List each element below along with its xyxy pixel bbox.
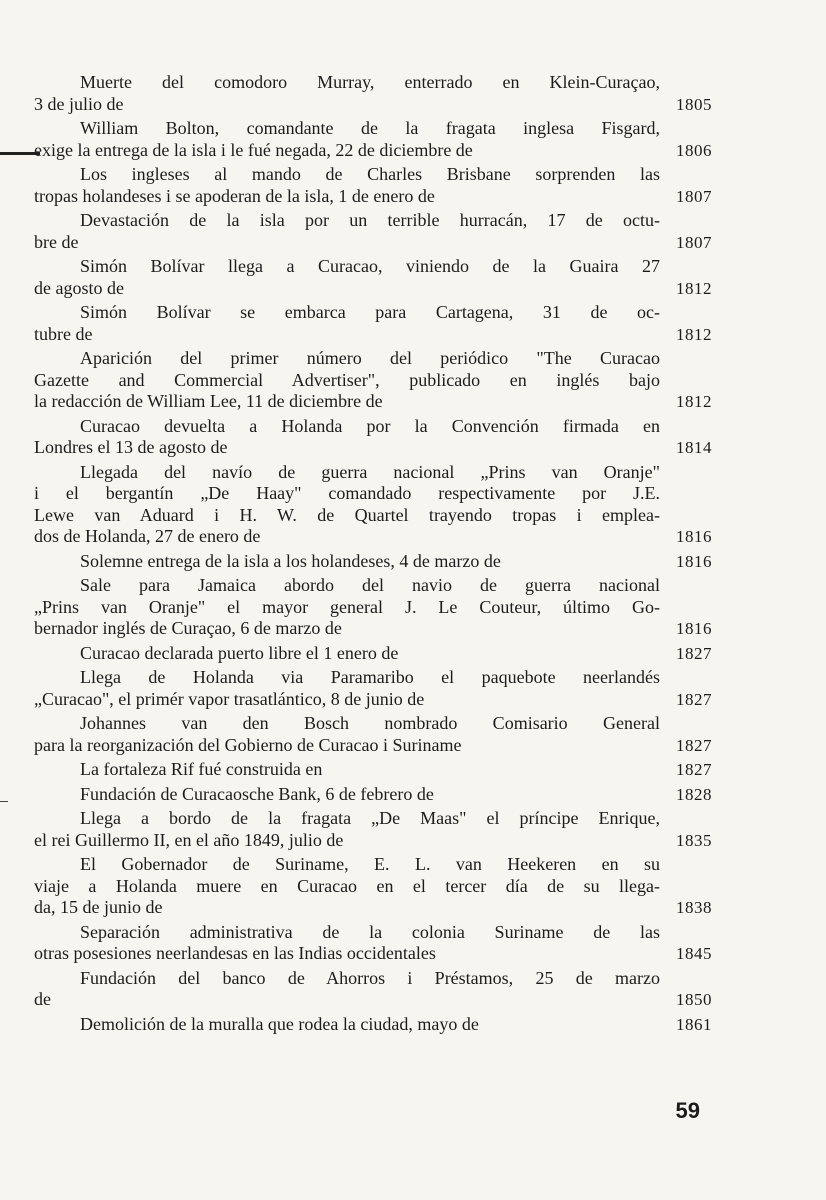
- entry-year: 1816: [676, 527, 712, 546]
- chronology-list: [34, 72, 712, 1038]
- chronology-entry: [34, 210, 712, 253]
- chronology-entry: [34, 551, 712, 573]
- entry-year: 1850: [676, 990, 712, 1009]
- entry-text: [34, 462, 666, 548]
- chronology-entry: [34, 348, 712, 413]
- entry-text: [34, 575, 666, 640]
- chronology-entry: [34, 462, 712, 548]
- page-number: 59: [675, 1098, 700, 1123]
- chronology-entry: [34, 302, 712, 345]
- entry-text: [34, 713, 666, 756]
- entry-text: [34, 854, 666, 919]
- entry-line: de: [34, 989, 51, 1009]
- scan-mark: [0, 801, 8, 802]
- entry-line: Muerte del comodoro Murray, enterrado en Klein-Curaçao,: [80, 72, 660, 92]
- chronology-entry: [34, 118, 712, 161]
- entry-line: Llegada del navío de guerra nacional „Prins van Oranje": [80, 461, 660, 482]
- entry-year: 1835: [676, 830, 712, 850]
- chronology-entry: [34, 1014, 712, 1036]
- entry-line: Sale para Jamaica abordo del navio de guerra nacional: [80, 575, 660, 595]
- entry-line: de agosto de: [34, 277, 124, 298]
- entry-text: [34, 759, 666, 781]
- entry-line: William Bolton, comandante de la fragata inglesa Fisgard,: [80, 118, 660, 138]
- entry-text: [34, 968, 666, 1011]
- entry-year: 1828: [676, 784, 712, 804]
- entry-year: 1827: [676, 760, 712, 779]
- entry-line: La fortaleza Rif fué construida en: [80, 759, 323, 779]
- entry-text: [34, 551, 666, 573]
- entry-text: [34, 643, 666, 665]
- entry-text: [34, 1014, 666, 1036]
- chronology-entry: [34, 575, 712, 640]
- entry-line: Fundación del banco de Ahorros i Préstamos, 25 de marzo: [80, 967, 660, 988]
- entry-line: dos de Holanda, 27 de enero de: [34, 526, 261, 546]
- entry-text: [34, 118, 666, 161]
- entry-line: Curacao declarada puerto libre el 1 enero de: [80, 642, 399, 663]
- entry-line: tropas holandeses i se apoderan de la isla, 1 de enero de: [34, 185, 435, 206]
- entry-text: [34, 72, 666, 115]
- chronology-entry: [34, 922, 712, 965]
- chronology-entry: [34, 713, 712, 756]
- entry-year: 1845: [676, 944, 712, 963]
- entry-line: da, 15 de junio de: [34, 897, 163, 917]
- entry-line: Gazette and Commercial Advertiser", publicado en inglés bajo: [34, 369, 660, 390]
- entry-line: Simón Bolívar se embarca para Cartagena, 31 de oc-: [80, 302, 660, 322]
- chronology-entry: [34, 784, 712, 806]
- entry-year: 1861: [676, 1014, 712, 1034]
- entry-year: 1816: [676, 619, 712, 638]
- entry-line: otras posesiones neerlandesas en las Indias occidentales: [34, 943, 436, 963]
- entry-text: [34, 416, 666, 459]
- entry-line: Separación administrativa de la colonia Suriname de las: [80, 921, 660, 942]
- entry-line: para la reorganización del Gobierno de Curacao i Suriname: [34, 734, 462, 755]
- entry-line: El Gobernador de Suriname, E. L. van Heekeren en su: [80, 854, 660, 874]
- entry-line: Johannes van den Bosch nombrado Comisario General: [80, 713, 660, 733]
- entry-year: 1827: [676, 735, 712, 755]
- chronology-entry: [34, 808, 712, 851]
- entry-line: Curacao devuelta a Holanda por la Convención firmada en: [80, 415, 660, 436]
- entry-year: 1807: [676, 232, 712, 252]
- entry-text: [34, 210, 666, 253]
- entry-year: 1827: [676, 643, 712, 663]
- entry-text: [34, 922, 666, 965]
- entry-line: 3 de julio de: [34, 93, 124, 114]
- entry-year: 1816: [676, 551, 712, 571]
- entry-text: [34, 164, 666, 207]
- entry-text: [34, 784, 666, 806]
- entry-text: [34, 302, 666, 345]
- entry-line: Devastación de la isla por un terrible hurracán, 17 de octu-: [80, 210, 660, 230]
- entry-text: [34, 808, 666, 851]
- chronology-entry: [34, 968, 712, 1011]
- entry-line: „Curacao", el primér vapor trasatlántico, 8 de junio de: [34, 688, 425, 709]
- entry-line: Solemne entrega de la isla a los holandeses, 4 de marzo de: [80, 550, 501, 571]
- entry-line: exige la entrega de la isla i le fué negada, 22 de diciembre de: [34, 139, 473, 160]
- entry-line: Londres el 13 de agosto de: [34, 437, 228, 457]
- entry-year: 1827: [676, 689, 712, 709]
- entry-line: Aparición del primer número del periódico "The Curacao: [80, 348, 660, 368]
- entry-line: el rei Guillermo II, en el año 1849, julio de: [34, 829, 344, 850]
- entry-year: 1807: [676, 186, 712, 206]
- entry-line: i el bergantín „De Haay" comandado respectivamente por J.E.: [34, 483, 660, 503]
- entry-year: 1838: [676, 898, 712, 917]
- chronology-entry: [34, 72, 712, 115]
- chronology-entry: [34, 854, 712, 919]
- entry-line: „Prins van Oranje" el mayor general J. Le Couteur, último Go-: [34, 596, 660, 617]
- entry-year: 1806: [676, 140, 712, 160]
- entry-line: Fundación de Curacaosche Bank, 6 de febrero de: [80, 783, 434, 804]
- entry-line: Los ingleses al mando de Charles Brisbane sorprenden las: [80, 164, 660, 184]
- entry-line: bre de: [34, 231, 79, 252]
- entry-year: 1805: [676, 94, 712, 114]
- entry-line: viaje a Holanda muere en Curacao en el tercer día de su llega-: [34, 875, 660, 896]
- entry-line: Lewe van Aduard i H. W. de Quartel trayendo tropas i emplea-: [34, 504, 660, 525]
- entry-year: 1814: [676, 438, 712, 457]
- entry-year: 1812: [676, 392, 712, 411]
- entry-line: la redacción de William Lee, 11 de diciembre de: [34, 391, 383, 411]
- entry-line: bernador inglés de Curaçao, 6 de marzo de: [34, 618, 342, 638]
- entry-line: Demolición de la muralla que rodea la ciudad, mayo de: [80, 1013, 479, 1034]
- entry-line: Simón Bolívar llega a Curacao, viniendo de la Guaira 27: [80, 256, 660, 276]
- chronology-entry: [34, 667, 712, 710]
- entry-line: Llega a bordo de la fragata „De Maas" el príncipe Enrique,: [80, 808, 660, 828]
- entry-text: [34, 667, 666, 710]
- chronology-entry: [34, 643, 712, 665]
- chronology-entry: [34, 416, 712, 459]
- entry-year: 1812: [676, 324, 712, 344]
- entry-line: tubre de: [34, 323, 93, 344]
- entry-text: [34, 348, 666, 413]
- entry-year: 1812: [676, 278, 712, 298]
- chronology-entry: [34, 164, 712, 207]
- chronology-entry: [34, 256, 712, 299]
- chronology-entry: [34, 759, 712, 781]
- entry-line: Llega de Holanda via Paramaribo el paquebote neerlandés: [80, 667, 660, 687]
- entry-text: [34, 256, 666, 299]
